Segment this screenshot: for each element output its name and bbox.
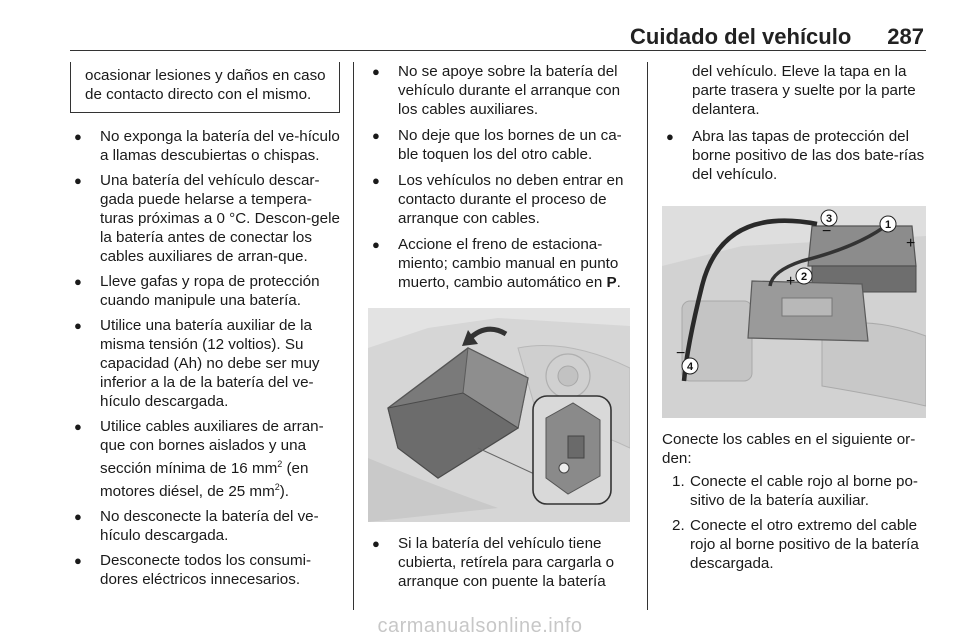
list-item (662, 127, 926, 184)
step-text: Conecte el otro extremo del cable rojo al borne positivo de la batería descargada. (690, 517, 919, 572)
list-item-text: Los vehículos no deben entrar en contacto durante el proceso de arranque con cables. (398, 172, 624, 227)
bullet-dot-icon: ● (74, 129, 82, 144)
list-item-text: Utilice cables auxiliares de arran-que con bornes aislados y una sección mínima de 16 $mm^2$ (en motores diésel, de 25 $mm^2$). (100, 418, 324, 501)
safety-list (70, 127, 340, 589)
list-item (70, 171, 340, 266)
list-item (70, 551, 340, 589)
battery-cover-illustration-svg (368, 308, 630, 522)
column-divider-1 (353, 62, 354, 610)
watermark: carmanualsonline.info (377, 615, 583, 637)
bullet-dot-icon: ● (74, 553, 82, 569)
page-number: 287 (887, 24, 924, 49)
jump-start-illustration-svg (662, 206, 926, 418)
list-item-text: No exponga la batería del ve-hículo a llamas descubiertas o chispas. (100, 128, 340, 164)
bullet-dot-icon: ● (372, 536, 380, 551)
bullet-dot-icon: ● (74, 173, 82, 188)
steps-list (662, 472, 926, 573)
list-item-text: No se apoye sobre la batería del vehículo durante el arranque con los cables auxiliares. (398, 63, 621, 118)
continued-text: del vehículo. Eleve la tapa en la parte trasera y suelte por la parte delantera. (692, 63, 916, 118)
precaution-list (368, 62, 634, 292)
list-item (70, 316, 340, 411)
bullet-dot-icon: ● (74, 318, 82, 333)
battery-cover-illustration (368, 308, 630, 522)
callout-label-4: 4 (686, 361, 694, 373)
section-title: Cuidado del vehículo (630, 24, 852, 49)
list-item-text: Si la batería del vehículo tiene cubierta, retírela para cargarla o arranque con puente la batería (398, 535, 615, 590)
bullet-dot-icon: ● (372, 173, 380, 188)
list-item (70, 127, 340, 165)
list-item (368, 235, 634, 292)
step-text: Conecte el cable rojo al borne po-sitivo de la batería auxiliar. (690, 473, 918, 509)
list-item-text: Abra las tapas de protección del borne positivo de las dos bate-rías del vehículo. (692, 128, 925, 183)
list-item-text: Desconecte todos los consumi-dores eléctricos innecesarios. (100, 552, 312, 589)
list-item-text: Una batería del vehículo descar-gada puede helarse a tempera-turas próximas a 0 °C. Descon-gele la batería antes de conectar los cables auxiliares de arran-que. (100, 172, 340, 265)
list-item (368, 534, 634, 591)
intro-text: Conecte los cables en el siguiente or-den: (662, 431, 916, 467)
callout-label-3: 3 (825, 213, 833, 225)
step-number: 2. (672, 517, 685, 534)
jump-start-illustration (662, 206, 926, 418)
plus-sign-icon: + (906, 235, 916, 252)
list-item-text: Accione el freno de estaciona-miento; cambio manual en punto muerto, cambio automático en P. (398, 236, 621, 291)
minus-sign-icon: − (822, 223, 832, 240)
list-item (70, 507, 340, 545)
column-3 (662, 62, 926, 579)
list-item (368, 126, 634, 164)
column-divider-2 (647, 62, 648, 610)
list-item-text: No deje que los bornes de un ca-ble toquen los del otro cable. (398, 127, 622, 163)
step-item (662, 472, 926, 510)
list-item (70, 272, 340, 310)
list-item-text: Lleve gafas y ropa de protección cuando manipule una batería. (100, 273, 320, 309)
page-header (630, 24, 924, 50)
header-rule (70, 50, 926, 51)
column-2 (368, 62, 634, 598)
step-number: 1. (672, 473, 685, 490)
list-item (70, 417, 340, 501)
plus-sign-icon: + (786, 273, 796, 290)
bullet-dot-icon: ● (372, 128, 380, 143)
minus-sign-icon: − (676, 345, 686, 362)
warning-text: ocasionar lesiones y daños en caso de contacto directo con el mismo. (85, 67, 326, 103)
terminal-list (662, 127, 926, 184)
bullet-dot-icon: ● (74, 509, 82, 525)
step-item (662, 516, 926, 573)
cover-list (368, 534, 634, 591)
bullet-dot-icon: ● (74, 274, 82, 289)
bullet-dot-icon: ● (372, 64, 380, 79)
bullet-dot-icon: ● (74, 419, 82, 434)
warning-box (70, 62, 340, 113)
bullet-dot-icon: ● (666, 129, 674, 144)
list-item-text: No desconecte la batería del ve-hículo descargada. (100, 508, 319, 545)
bullet-dot-icon: ● (372, 237, 380, 252)
callout-label-2: 2 (800, 271, 808, 283)
list-item-text: Utilice una batería auxiliar de la misma tensión (12 voltios). Su capacidad (Ah) no debe ser muy inferior a la de la batería del ve-hículo descargada. (100, 317, 320, 410)
callout-label-1: 1 (884, 219, 892, 231)
list-item (368, 62, 634, 119)
column-1 (70, 62, 340, 595)
list-item (368, 171, 634, 228)
